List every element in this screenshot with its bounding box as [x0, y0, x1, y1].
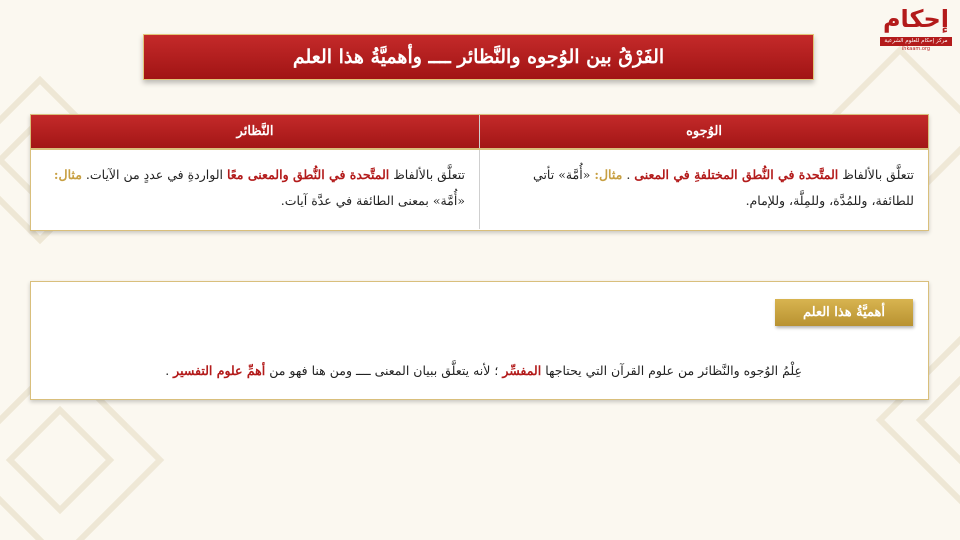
- nazair-example-text: «أُمَّة» بمعنى الطائفة في عدَّة آيات.: [280, 193, 465, 208]
- header-nazair: النَّظائر: [31, 115, 480, 148]
- header-wujuh: الوُجوه: [686, 124, 722, 139]
- table-header-row: [31, 115, 928, 150]
- wujuh-text-1: تتعلَّق بالألفاظ: [842, 167, 914, 182]
- nazair-highlight: المتَّحدة في النُّطق والمعنى معًا: [226, 167, 390, 182]
- importance-highlight-tafsir: أهمِّ علوم التفسير: [173, 363, 266, 378]
- slide-title: [143, 34, 814, 80]
- importance-text-3: .: [165, 363, 170, 378]
- comparison-table: [30, 114, 929, 231]
- wujuh-example-text: «أُمَّة» تأتي للطائفة، وللمُدَّة، وللمِلَّة، وللإمام.: [533, 167, 914, 208]
- importance-text-2: ؛ لأنه يتعلَّق ببيان المعنى ــــ ومن هنا فهو من: [269, 363, 499, 378]
- cell-wujuh: [480, 150, 928, 229]
- importance-highlight-mufassir: المفسِّر: [502, 363, 542, 378]
- importance-text-1: عِلْمُ الوُجوه والنَّظائر من علوم القرآن التي يحتاجها: [545, 363, 802, 378]
- ihkam-logo: [880, 5, 952, 53]
- importance-text: [62, 360, 802, 382]
- nazair-example-label: مثال:: [53, 167, 82, 182]
- logo-url: ihkaam.org: [901, 46, 931, 52]
- logo-wordmark: إحكام: [882, 5, 950, 33]
- wujuh-highlight: المتَّحدة في النُّطق المختلفةِ في المعنى: [634, 167, 839, 182]
- cell-nazair: [31, 150, 480, 229]
- nazair-text-2: الواردةِ في عددٍ من الآيات.: [85, 167, 223, 182]
- wujuh-text-2: .: [626, 167, 631, 182]
- slide-title-text: الفَرْقُ بين الوُجوه والنَّظائر ــــ وأهميَّةُ هذا العلم: [292, 46, 665, 68]
- nazair-text-1: تتعلَّق بالألفاظ: [393, 167, 465, 182]
- importance-tag: أهميَّةُ هذا العلم: [775, 299, 913, 326]
- importance-box: [30, 281, 929, 400]
- logo-subtitle: مركز إحكام للعلوم الشرعية: [880, 37, 952, 46]
- wujuh-example-label: مثال:: [594, 167, 623, 182]
- table-body-row: [31, 150, 928, 229]
